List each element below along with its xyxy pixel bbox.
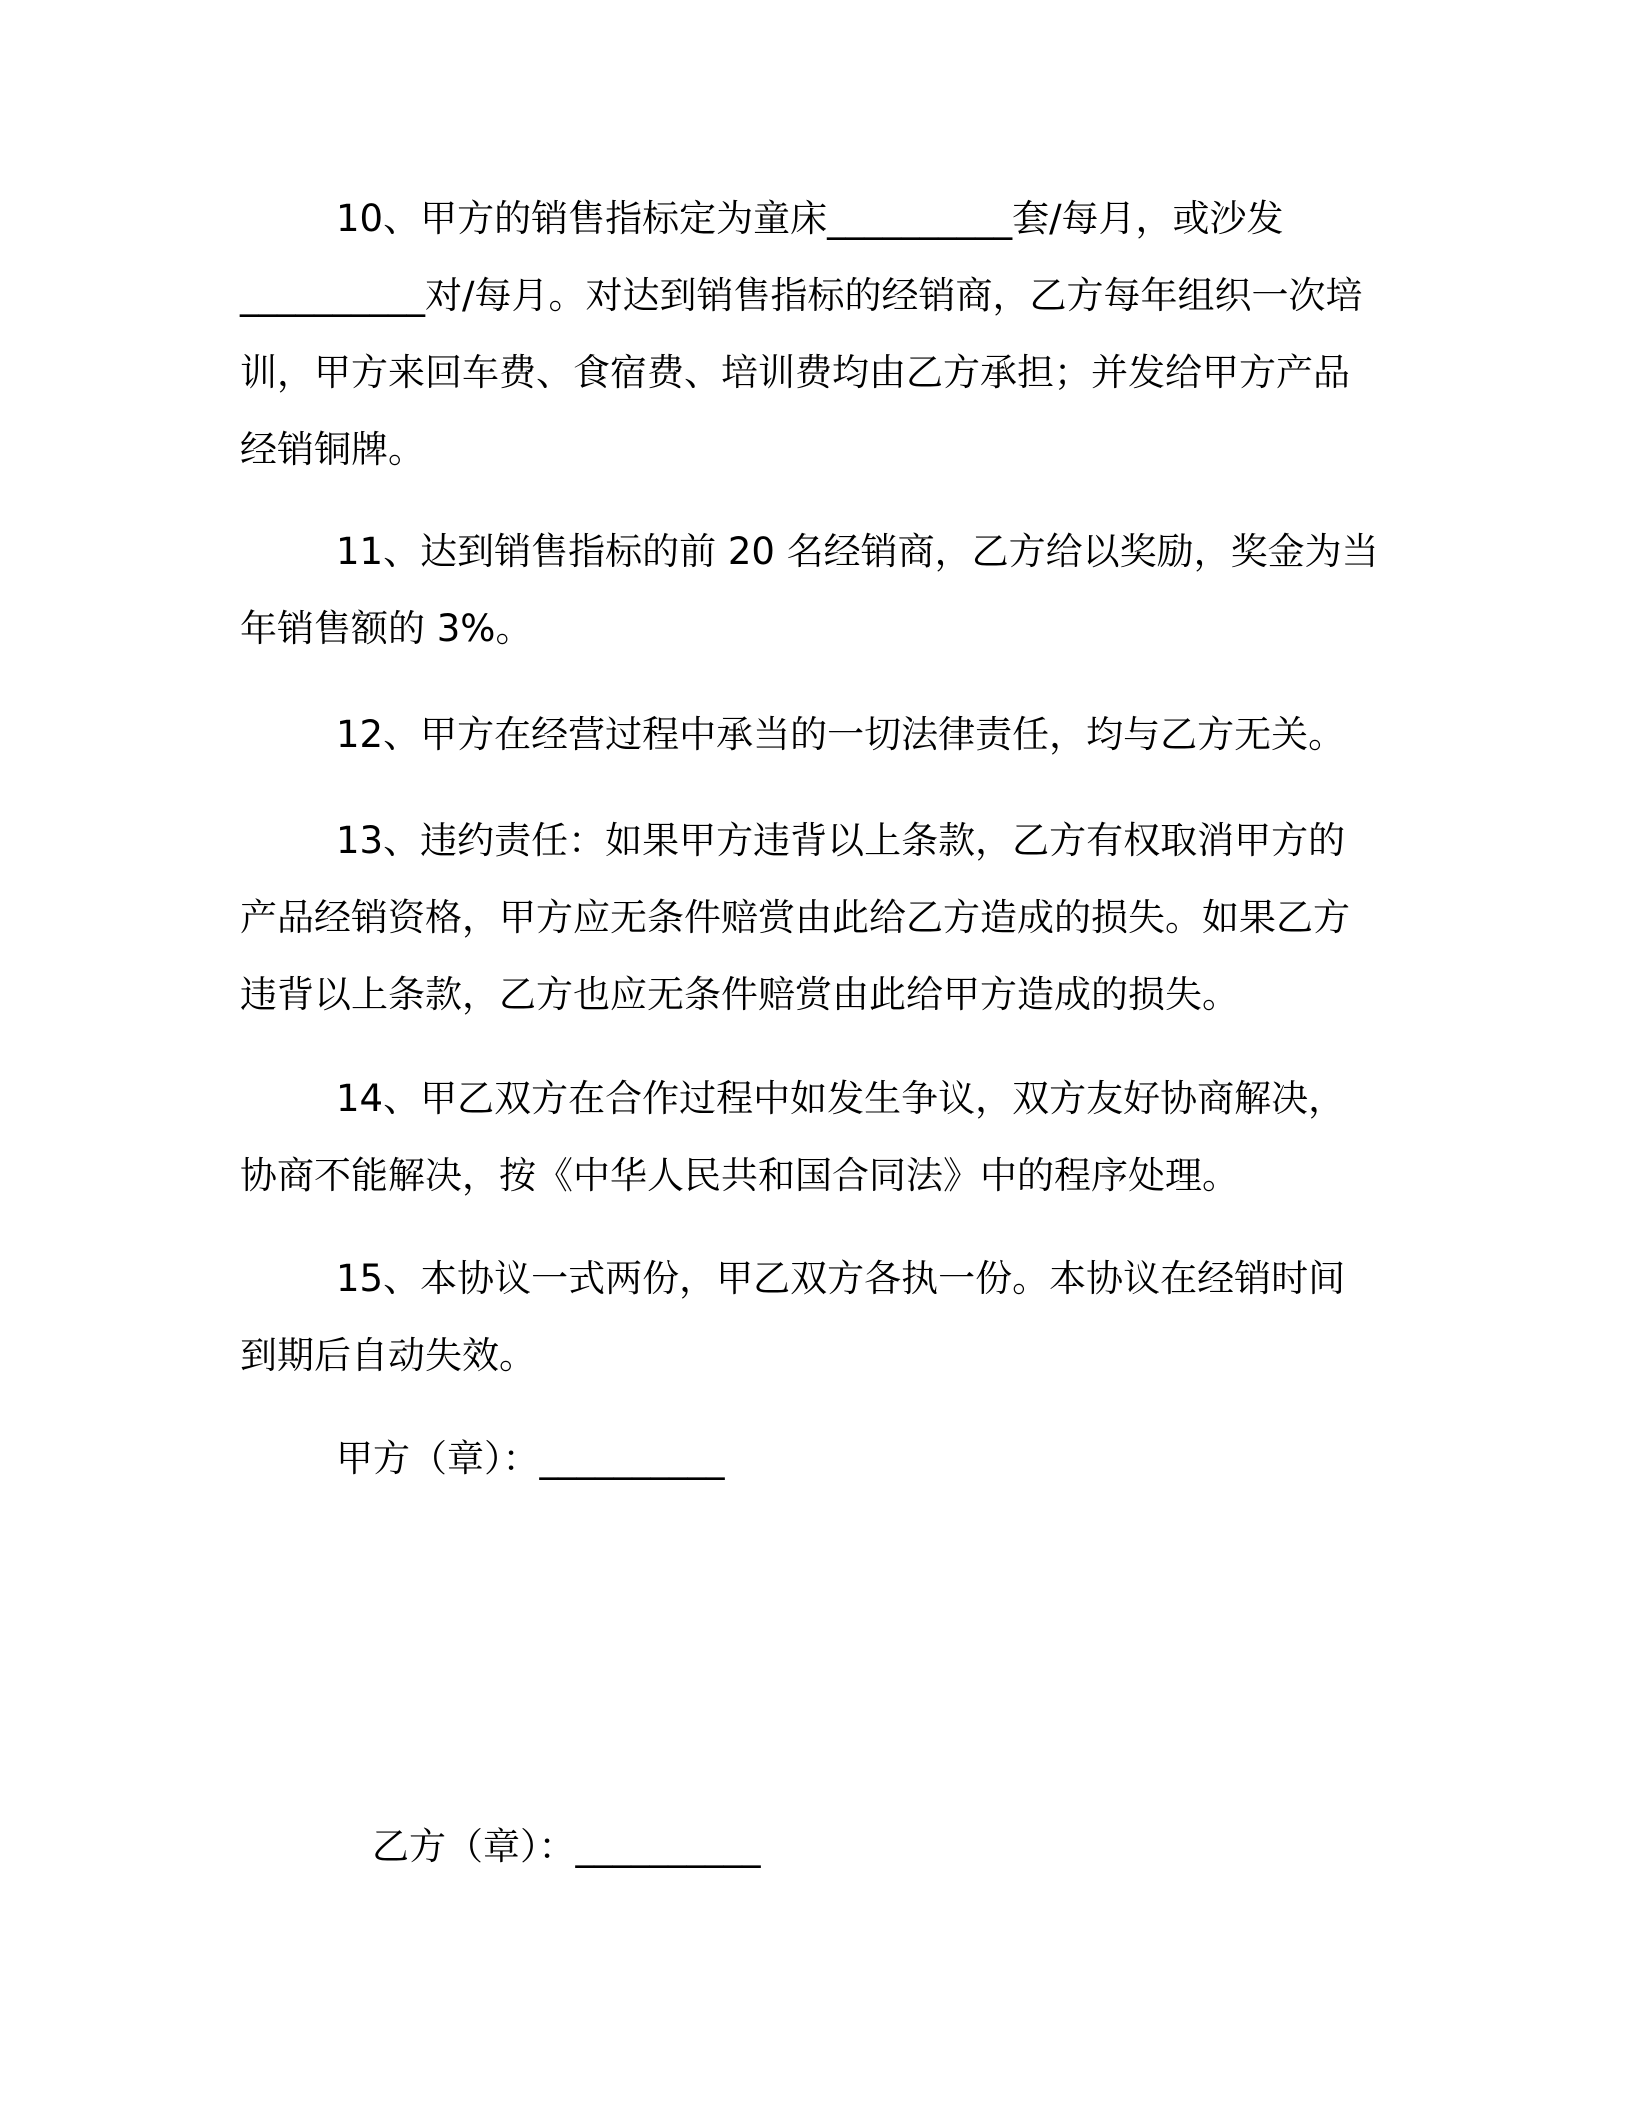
clause-11: 11、达到销售指标的前 20 名经销商，乙方给以奖励，奖金为当年销售额的 3%。 xyxy=(240,530,1379,650)
clause-13: 13、违约责任：如果甲方违背以上条款，乙方有权取消甲方的产品经销资格，甲方应无条件赔赏由此给乙方造成的损失。如果乙方违背以上条款，乙方也应无条件赔赏由此给甲方造成的损失。 xyxy=(240,819,1350,1016)
clause-12: 12、甲方在经营过程中承当的一切法律责任，均与乙方无关。 xyxy=(336,713,1346,756)
party-b-signature-line: 乙方（章）：__________ xyxy=(372,1825,761,1868)
clause-15: 15、本协议一式两份，甲乙双方各执一份。本协议在经销时间到期后自动失效。 xyxy=(240,1257,1346,1377)
clause-10: 10、甲方的销售指标定为童床__________套/每月，或沙发__________对/每月。对达到销售指标的经销商，乙方每年组织一次培训，甲方来回车费、食宿费、培训费均由乙方承担；并发给甲方产品经销铜牌。 xyxy=(240,197,1363,471)
party-a-signature-line: 甲方（章）：__________ xyxy=(336,1437,725,1480)
clause-14: 14、甲乙双方在合作过程中如发生争议，双方友好协商解决，协商不能解决，按《中华人民共和国合同法》中的程序处理。 xyxy=(240,1077,1346,1197)
